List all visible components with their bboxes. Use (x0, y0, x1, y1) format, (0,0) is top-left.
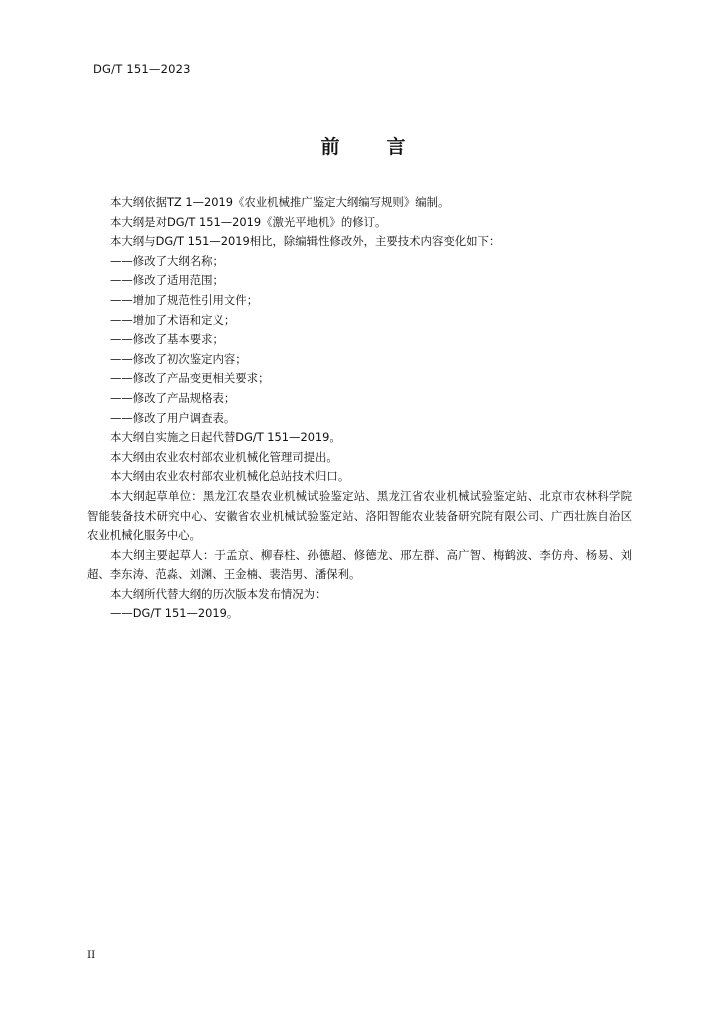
change-item: ——修改了用户调查表。 (110, 410, 236, 425)
change-item: ——修改了基本要求； (110, 332, 224, 347)
page-title: 前 言 (320, 136, 420, 158)
foreword-body (87, 193, 632, 624)
paragraph-proposed-by: 本大纲由农业农村部农业机械化管理司提出。 (110, 449, 338, 464)
history-item: ——DG/T 151—2019。 (110, 606, 239, 621)
paragraph-revision: 本大纲是对DG/T 151—2019《激光平地机》的修订。 (110, 214, 387, 229)
paragraph-drafters: 本大纲主要起草人：于孟京、柳春柱、孙德超、修德龙、邢左群、高广智、梅鹤波、李仿舟、杨易、刘超、李东涛、范淼、刘渊、王金楠、裴浩男、潘保利。 (87, 547, 632, 582)
paragraph-changes-intro: 本大纲与DG/T 151—2019相比，除编辑性修改外，主要技术内容变化如下： (110, 234, 501, 249)
paragraph-replaces: 本大纲自实施之日起代替DG/T 151—2019。 (110, 430, 341, 445)
paragraph-history-intro: 本大纲所代替大纲的历次版本发布情况为： (110, 586, 327, 601)
change-item: ——修改了适用范围； (110, 273, 224, 288)
document-code-header: DG/T 151—2023 (93, 62, 191, 76)
page-number: II (87, 949, 96, 961)
change-item: ——修改了初次鉴定内容； (110, 351, 247, 366)
change-item: ——修改了产品规格表； (110, 390, 236, 405)
change-item: ——增加了规范性引用文件； (110, 292, 259, 307)
paragraph-centralized-by: 本大纲由农业农村部农业机械化总站技术归口。 (110, 469, 350, 484)
change-item: ——修改了大纲名称； (110, 253, 224, 268)
paragraph-drafting-units: 本大纲起草单位：黑龙江农垦农业机械试验鉴定站、黑龙江省农业机械试验鉴定站、北京市农林科学院智能装备技术研究中心、安徽省农业机械试验鉴定站、洛阳智能农业装备研究院有限公司、广西壮族自治区农业机械化服务中心。 (87, 488, 632, 543)
change-item: ——增加了术语和定义； (110, 312, 236, 327)
change-item: ——修改了产品变更相关要求； (110, 371, 270, 386)
paragraph-basis: 本大纲依据TZ 1—2019《农业机械推广鉴定大纲编写规则》编制。 (110, 195, 450, 209)
